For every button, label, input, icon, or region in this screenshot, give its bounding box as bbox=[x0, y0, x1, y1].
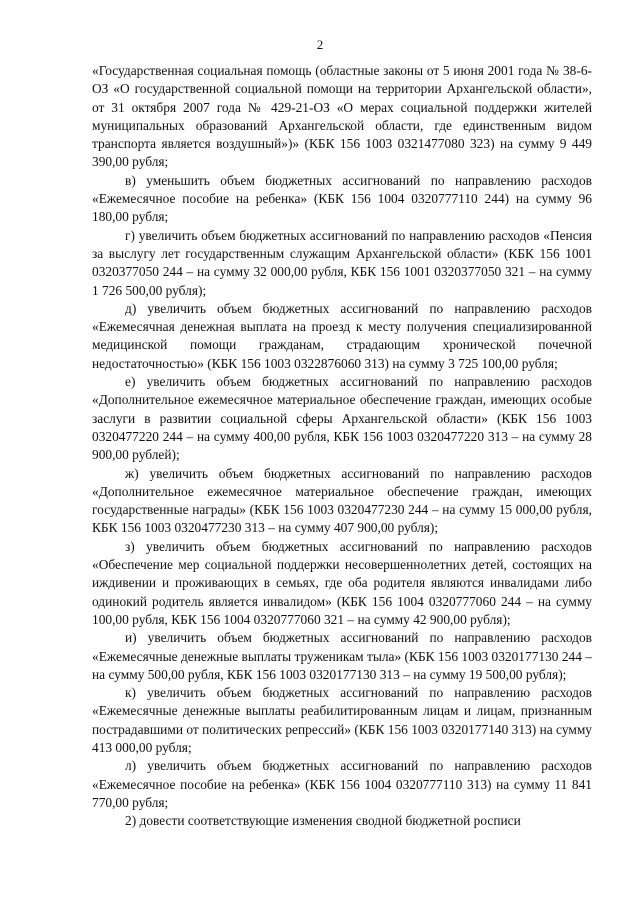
paragraph: д) увеличить объем бюджетных ассигнований по направлению расходов «Ежемесячная денежная выплата на проезд к месту получения специализированной медицинской помощи гражданам, страдающим хронической почечной недостаточностью» (КБК 156 1003 0322876060 313) на сумму 3 725 100,00 рубля; bbox=[92, 300, 592, 371]
paragraph: е) увеличить объем бюджетных ассигнований по направлению расходов «Дополнительное ежемесячное материальное обеспечение граждан, имеющих особые заслуги в развитии социальной сферы Архангельской области» (КБК 156 1003 0320477220 244 – на сумму 400,00 рубля, КБК 156 1003 0320477220 313 – на сумму 28 900,00 рублей); bbox=[92, 374, 592, 463]
paragraph: л) увеличить объем бюджетных ассигнований по направлению расходов «Ежемесячное пособие на ребенка» (КБК 156 1004 0320777110 313) на сумму 11 841 770,00 рубля; bbox=[92, 758, 592, 810]
paragraph: ж) увеличить объем бюджетных ассигнований по направлению расходов «Дополнительное ежемесячное материальное обеспечение граждан, имеющих государственные награды» (КБК 156 1003 0320477230 244 – на сумму 15 000,00 рубля, КБК 156 1003 0320477230 313 – на сумму 407 900,00 рубля); bbox=[92, 465, 592, 536]
paragraph: к) увеличить объем бюджетных ассигнований по направлению расходов «Ежемесячные денежные выплаты реабилитированным лицам и лицам, признанным пострадавшими от политических репрессий» (КБК 156 1003 0320177140 313) на сумму 413 000,00 рубля; bbox=[92, 685, 592, 755]
paragraph: в) уменьшить объем бюджетных ассигнований по направлению расходов «Ежемесячное пособие на ребенка» (КБК 156 1004 0320777110 244) на сумму 96 180,00 рубля; bbox=[92, 172, 592, 225]
paragraph: г) увеличить объем бюджетных ассигнований по направлению расходов «Пенсия за выслугу лет государственным служащим Архангельской области» (КБК 156 1001 0320377050 244 – на сумму 32 000,00 рубля, КБК 156 1001 0320377050 321 – на сумму 1 726 500,00 рубля); bbox=[92, 227, 592, 298]
paragraph: и) увеличить объем бюджетных ассигнований по направлению расходов «Ежемесячные денежные выплаты труженикам тыла» (КБК 156 1003 0320177130 244 – на сумму 500,00 рубля, КБК 156 1003 0320177130 313 – на сумму 19 500,00 рубля); bbox=[92, 630, 592, 682]
document-body bbox=[92, 62, 592, 830]
paragraph: 2) довести соответствующие изменения сводной бюджетной росписи bbox=[125, 813, 521, 829]
paragraph: «Государственная социальная помощь (областные законы от 5 июня 2001 года № 38-6-ОЗ «О государственной социальной помощи на территории Архангельской области», от 31 октября 2007 года № 429-21-ОЗ «О мерах социальной поддержки жителей муниципальных образований Архангельской области, где единственным видом транспорта является воздушный»)» (КБК 156 1003 0321477080 323) на сумму 9 449 390,00 рубля; bbox=[92, 63, 592, 170]
paragraph: з) увеличить объем бюджетных ассигнований по направлению расходов «Обеспечение мер социальной поддержки несовершеннолетних детей, состоящих на иждивении и проживающих в семьях, где оба родителя являются инвалидами либо одинокий родитель является инвалидом» (КБК 156 1004 0320777060 244 – на сумму 100,00 рубля, КБК 156 1004 0320777060 321 – на сумму 42 900,00 рубля); bbox=[92, 538, 592, 627]
page-number: 2 bbox=[316, 37, 324, 52]
